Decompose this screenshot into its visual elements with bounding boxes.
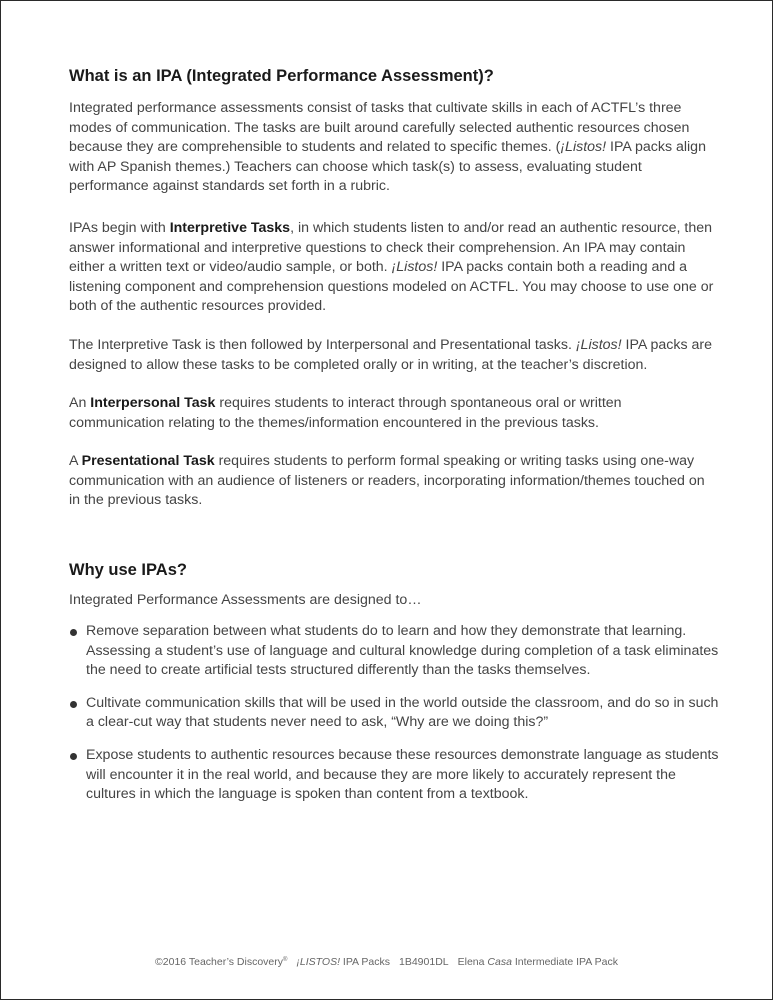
benefits-list <box>69 622 719 818</box>
term-interpretive-tasks: Interpretive Tasks <box>169 220 291 236</box>
paragraph-why-intro: Integrated Performance Assessments are designed to… <box>69 592 422 608</box>
paragraph-interpretive-tasks: IPAs begin with Interpretive Tasks, in which students listen to and/or read an authentic resource, then answer informational and interpretive questions to check their comprehension. An IPA may contain either a written text or video/audio sample, or both. ¡Listos! IPA packs contain both a reading and a listening component and comprehension questions modeled on ACTFL. You may choose to use one or both of the authentic resources provided. <box>69 220 714 315</box>
bullet-icon <box>70 753 77 760</box>
list-item: Remove separation between what students do to learn and how they demonstrate that learning. Assessing a student’s use of language and cultural knowledge during completion of a task eliminates the need to create artificial tests structured differently than the tasks themselves. <box>69 622 719 681</box>
footer-series: IPA Packs <box>340 956 390 968</box>
list-item: Expose students to authentic resources because these resources demonstrate language as students will encounter it in the real world, and because they are more likely to accurately represent the cultures in which the language is spoken than content from a textbook. <box>69 746 719 805</box>
bullet-icon <box>70 629 77 636</box>
brand-listos: ¡Listos! <box>560 139 607 156</box>
bullet-icon <box>70 701 77 708</box>
footer-brand: ¡LISTOS! <box>296 956 340 968</box>
term-interpersonal-task: Interpersonal Task <box>90 395 216 411</box>
footer-product-code: 1B4901DL <box>399 956 449 968</box>
section-heading-what-is-ipa: What is an IPA (Integrated Performance Assessment)? <box>69 67 494 85</box>
paragraph-presentational-task: A Presentational Task requires students to perform formal speaking or writing tasks using one-way communication with an audience of listeners or readers, incorporating information/themes touched on in the previous tasks. <box>69 453 705 509</box>
footer-copyright: ©2016 Teacher’s Discovery <box>155 956 283 968</box>
term-presentational-task: Presentational Task <box>81 453 215 469</box>
brand-listos: ¡Listos! <box>391 259 438 276</box>
section-heading-why-use-ipas: Why use IPAs? <box>69 561 187 579</box>
list-item: Cultivate communication skills that will be used in the world outside the classroom, and do so in such a clear-cut way that students never need to ask, “Why are we doing this?” <box>69 694 719 733</box>
paragraph-interpersonal-task: An Interpersonal Task requires students to interact through spontaneous oral or written communication relating to the themes/information encountered in the previous tasks. <box>69 395 622 431</box>
paragraph-task-sequence: The Interpretive Task is then followed by Interpersonal and Presentational tasks. ¡Listos! IPA packs are designed to allow these tasks to be completed orally or in writing, at the teacher’s discretion. <box>69 337 712 373</box>
paragraph-ipa-definition: Integrated performance assessments consist of tasks that cultivate skills in each of ACTFL’s three modes of communication. The tasks are built around carefully selected authentic resources chosen because they are comprehensible to students and related to specific themes. (¡Listos! IPA packs align with AP Spanish themes.) Teachers can choose which task(s) to assess, evaluating student performance against standards set forth in a rubric. <box>69 100 706 195</box>
registered-mark: ® <box>283 957 288 963</box>
brand-listos: ¡Listos! <box>575 337 622 353</box>
page-footer: ©2016 Teacher’s Discovery® ¡LISTOS! IPA Packs 1B4901DL Elena Casa Intermediate IPA Pack <box>155 956 618 968</box>
